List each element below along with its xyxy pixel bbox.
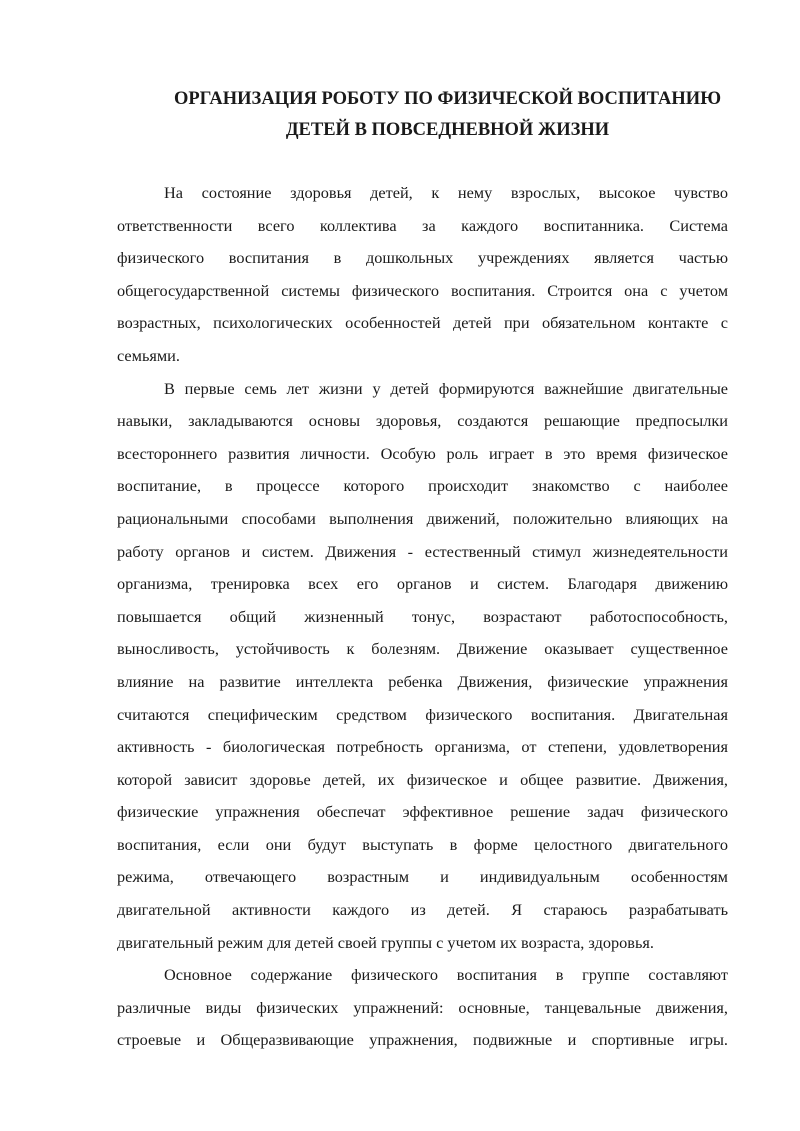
paragraph-line: ответственности всего коллектива за каждого воспитанника. Система [117, 215, 728, 235]
paragraph-line: считаются специфическим средством физического воспитания. Двигательная [117, 704, 728, 724]
paragraph-line: режима, отвечающего возрастным и индивидуальным особенностям [117, 867, 728, 887]
paragraph-line: воспитание, в процессе которого происходит знакомство с наиболее [117, 476, 728, 496]
paragraph-line: организма, тренировка всех его органов и систем. Благодаря движению [117, 574, 728, 594]
paragraph-line: двигательной активности каждого из детей. Я стараюсь разрабатывать [117, 900, 728, 920]
paragraph-line: общегосударственной системы физического воспитания. Строится она с учетом [117, 280, 728, 300]
paragraph-line: физические упражнения обеспечат эффективное решение задач физического [117, 802, 728, 822]
paragraph-line: которой зависит здоровье детей, их физическое и общее развитие. Движения, [117, 769, 728, 789]
paragraph-line: физического воспитания в дошкольных учреждениях является частью [117, 248, 728, 268]
paragraph-line: воспитания, если они будут выступать в форме целостного двигательного [117, 834, 728, 854]
paragraph-line: семьями. [117, 345, 180, 365]
paragraph-line: двигательный режим для детей своей группы с учетом их возраста, здоровья. [117, 932, 654, 952]
paragraph-line: навыки, закладываются основы здоровья, создаются решающие предпосылки [117, 411, 728, 431]
paragraph-line: активность - биологическая потребность организма, от степени, удовлетворения [117, 737, 728, 757]
paragraph-line: всестороннего развития личности. Особую роль играет в это время физическое [117, 443, 728, 463]
paragraph-line: влияние на развитие интеллекта ребенка Движения, физические упражнения [117, 671, 728, 691]
paragraph-3 [117, 959, 728, 1057]
paragraph-line: повышается общий жизненный тонус, возрастают работоспособность, [117, 606, 728, 626]
title-line-2: ДЕТЕЙ В ПОВСЕДНЕВНОЙ ЖИЗНИ [285, 120, 610, 140]
paragraph-line: возрастных, психологических особенностей детей при обязательном контакте с [117, 313, 728, 333]
paragraph-line: работу органов и систем. Движения - естественный стимул жизнедеятельности [117, 541, 728, 561]
title-line-1: ОРГАНИЗАЦИЯ РОБОТУ ПО ФИЗИЧЕСКОЙ ВОСПИТАНИЮ [173, 89, 722, 109]
paragraph-line: выносливость, устойчивость к болезням. Движение оказывает существенное [117, 639, 728, 659]
paragraph-line: На состояние здоровья детей, к нему взрослых, высокое чувство [164, 183, 728, 202]
paragraph-line: Основное содержание физического воспитания в группе составляют [164, 965, 728, 985]
paragraph-line: строевые и Общеразвивающие упражнения, подвижные и спортивные игры. [117, 1030, 728, 1050]
paragraph-line: различные виды физических упражнений: основные, танцевальные движения, [117, 997, 728, 1017]
paragraph-line: рациональными способами выполнения движений, положительно влияющих на [117, 508, 728, 528]
paragraph-1 [117, 177, 728, 373]
paragraph-2 [117, 373, 728, 960]
document-title [117, 84, 728, 146]
paragraph-line: В первые семь лет жизни у детей формируются важнейшие двигательные [164, 378, 728, 398]
document-body [117, 177, 728, 1057]
